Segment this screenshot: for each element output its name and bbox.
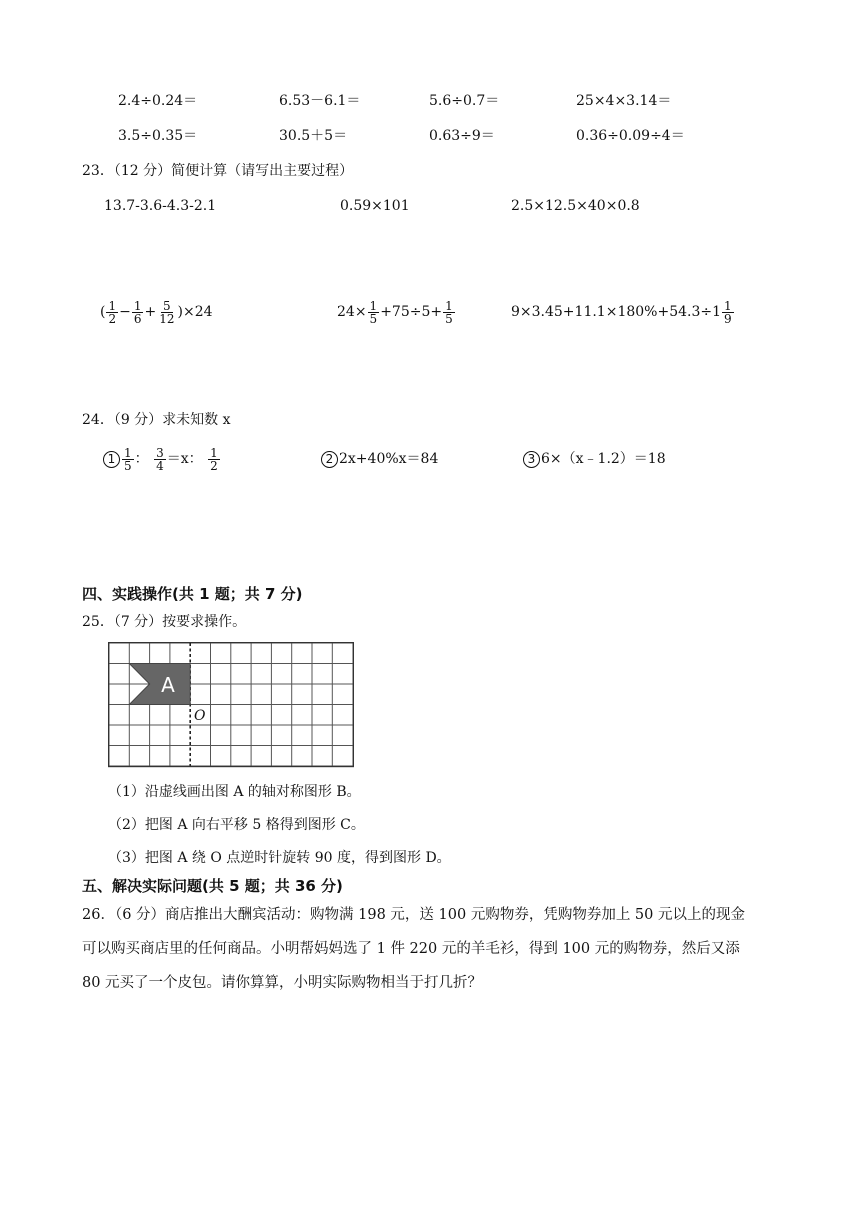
circled-number: 2: [321, 451, 338, 468]
q24-title: 24．（9 分）求未知数 x: [82, 412, 231, 428]
equation: 2x+40%x＝84: [339, 451, 439, 467]
calc-2-4: 0.36÷0.09÷4＝: [576, 128, 685, 144]
circled-number: 3: [523, 451, 540, 468]
section-4-title: 四、实践操作(共 1 题；共 7 分): [82, 585, 303, 603]
q23-expr-6: [511, 297, 735, 327]
fraction: $\frac{1}{2}$: [210, 445, 218, 473]
q24-eq-1: [103, 444, 221, 474]
fraction: $\frac{1}{5}$: [445, 298, 453, 326]
calc-1-4: 25×4×3.14＝: [576, 93, 672, 109]
grid-figure: [108, 642, 354, 768]
calc-2-2: 30.5＋5＝: [279, 128, 348, 144]
operator: +: [144, 304, 157, 320]
paren-open: (: [100, 304, 106, 320]
fraction: $\frac{5}{12}$: [159, 298, 175, 326]
calc-1-3: 5.6÷0.7＝: [429, 93, 500, 109]
point-o-label: O: [194, 708, 206, 724]
term: 9×3.45+11.1×180%+54.3÷1: [511, 304, 722, 320]
q23-expr-2: 0.59×101: [340, 198, 410, 214]
circled-number: 1: [103, 451, 120, 468]
calc-2-3: 0.63÷9＝: [429, 128, 495, 144]
shape-a-label: A: [161, 673, 175, 697]
term: 24×: [337, 304, 367, 320]
equation: 6×（x﹣1.2）＝18: [541, 451, 666, 467]
calc-2-1: 3.5÷0.35＝: [118, 128, 198, 144]
q25-item-3: （3）把图 A 绕 O 点逆时针旋转 90 度，得到图形 D。: [108, 850, 451, 866]
fraction: $\frac{3}{4}$: [156, 445, 164, 473]
ratio-sign: ：: [134, 451, 149, 467]
calc-1-2: 6.53－6.1＝: [279, 93, 361, 109]
q24-eq-2: [321, 450, 438, 468]
paren-close: )×24: [177, 304, 213, 320]
q26-line-3: 80 元买了一个皮包。请你算算，小明实际购物相当于打几折？: [82, 975, 483, 991]
q25-title: 25．（7 分）按要求操作。: [82, 614, 247, 630]
fraction: $\frac{1}{6}$: [133, 298, 142, 326]
calc-1-1: 2.4÷0.24＝: [118, 93, 198, 109]
q23-expr-3: 2.5×12.5×40×0.8: [511, 198, 640, 214]
q26-line-1: 26．（6 分）商店推出大酬宾活动：购物满 198 元，送 100 元购物券，凭购物券加上 50 元以上的现金: [82, 907, 745, 923]
operator: −: [119, 304, 131, 320]
section-5-title: 五、解决实际问题(共 5 题；共 36 分): [82, 877, 343, 895]
term: ＝x：: [166, 451, 203, 467]
q23-expr-1: 13.7-3.6-4.3-2.1: [104, 198, 217, 214]
term: +75÷5+: [380, 304, 443, 320]
q23-expr-5: [337, 297, 456, 327]
fraction: $\frac{1}{5}$: [369, 298, 378, 326]
fraction: $\frac{1}{2}$: [108, 298, 117, 326]
fraction: $\frac{1}{9}$: [724, 298, 732, 326]
q24-eq-3: [523, 450, 666, 468]
q23-expr-4: [100, 297, 213, 327]
fraction: $\frac{1}{5}$: [124, 445, 132, 473]
q23-title: 23．（12 分）简便计算（请写出主要过程）: [82, 163, 354, 179]
q25-item-1: （1）沿虚线画出图 A 的轴对称图形 B。: [108, 784, 361, 800]
q25-item-2: （2）把图 A 向右平移 5 格得到图形 C。: [108, 817, 365, 833]
q26-line-2: 可以购买商店里的任何商品。小明帮妈妈选了 1 件 220 元的羊毛衫，得到 100 元的购物券，然后又添: [82, 941, 740, 957]
